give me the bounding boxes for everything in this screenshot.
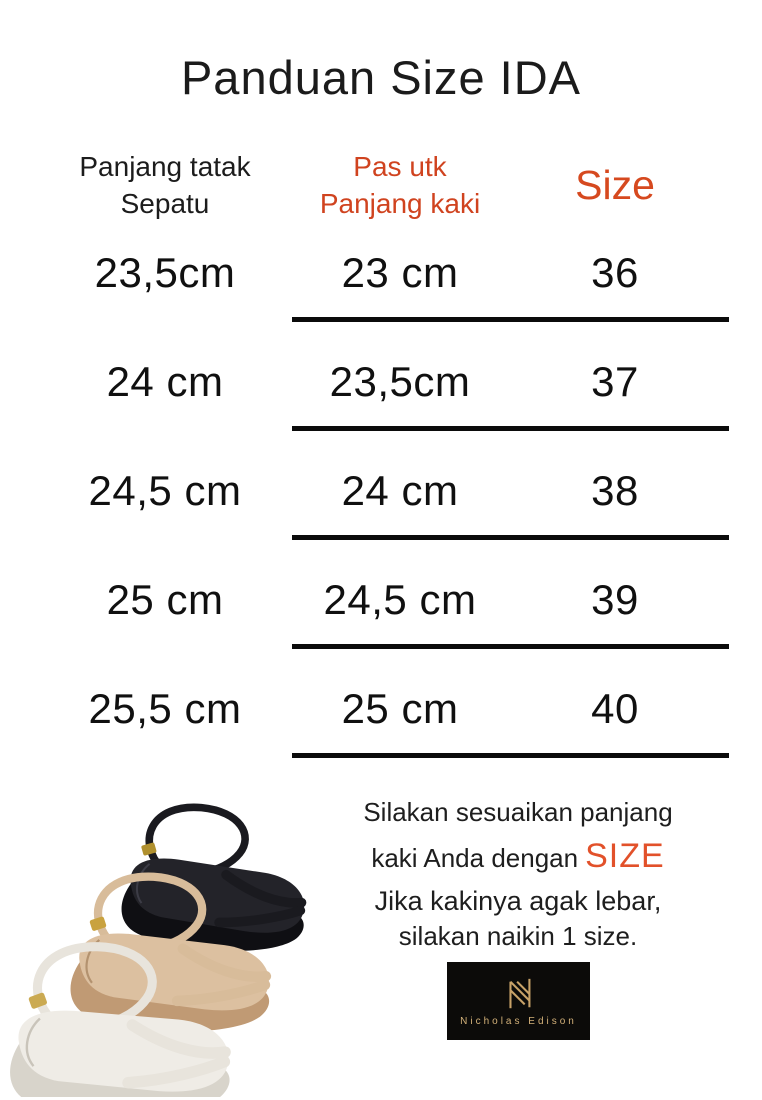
table-row (40, 669, 730, 778)
cell-tatak: 25 cm (106, 576, 224, 623)
cell-kaki: 25 cm (341, 685, 459, 732)
note-line-2 (350, 837, 686, 875)
table-header-row (40, 148, 730, 222)
row-divider (292, 426, 729, 431)
header-line: Panjang tatak (79, 151, 251, 182)
note-line-3: Jika kakinya agak lebar, (374, 886, 662, 916)
cell-size: 38 (591, 467, 639, 514)
cell-tatak: 24,5 cm (88, 467, 242, 514)
cell-size: 40 (591, 685, 639, 732)
table-row (40, 451, 730, 560)
cell-kaki: 24 cm (341, 467, 459, 514)
cell-size: 39 (591, 576, 639, 623)
cell-tatak: 23,5cm (94, 249, 236, 296)
header-line: Pas utk (353, 151, 447, 182)
size-note (350, 796, 686, 953)
cell-tatak: 25,5 cm (88, 685, 242, 732)
cell-kaki: 24,5 cm (323, 576, 477, 623)
row-divider (292, 317, 729, 322)
table-row (40, 233, 730, 342)
brand-name: Nicholas Edison (460, 1015, 577, 1027)
column-header-size (510, 148, 720, 222)
column-header-pas-utk (290, 148, 510, 222)
note-line-1: Silakan sesuaikan panjang (363, 797, 673, 827)
row-divider (292, 644, 729, 649)
header-line: Panjang kaki (319, 188, 481, 219)
page-title: Panduan Size IDA (180, 51, 582, 104)
column-header-panjang-tatak (40, 148, 290, 222)
table-row (40, 342, 730, 451)
cell-kaki: 23 cm (341, 249, 459, 296)
size-highlight: SIZE (585, 837, 665, 875)
header-line: Size (575, 161, 655, 208)
table-row (40, 560, 730, 669)
table-body (40, 233, 730, 778)
row-divider (292, 753, 729, 758)
brand-logo (447, 962, 590, 1040)
cell-tatak: 24 cm (106, 358, 224, 405)
row-divider (292, 535, 729, 540)
sandals-photo (4, 787, 344, 1097)
header-line: Sepatu (120, 188, 210, 219)
size-table (40, 148, 730, 732)
cell-size: 37 (591, 358, 639, 405)
n-monogram-icon (498, 976, 540, 1012)
note-line-2-text: kaki Anda dengan (371, 843, 579, 873)
note-line-4: silakan naikin 1 size. (398, 921, 638, 951)
cell-kaki: 23,5cm (329, 358, 471, 405)
cell-size: 36 (591, 249, 639, 296)
